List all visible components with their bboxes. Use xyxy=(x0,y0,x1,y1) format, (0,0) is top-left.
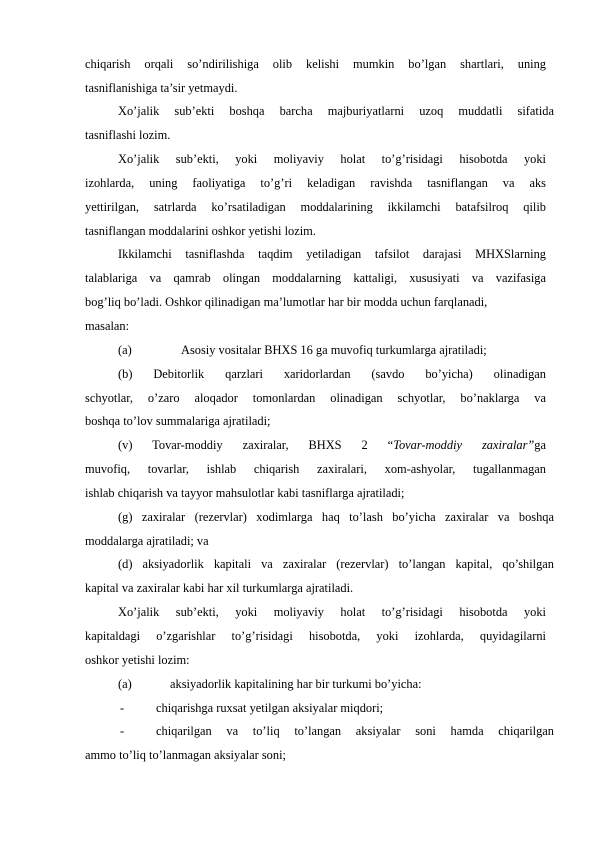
paragraph-line: Xo’jalik sub’ekti, yoki moliyaviy holat to’g’risidagi hisobotda yoki xyxy=(118,605,546,619)
paragraph-line: masalan: xyxy=(85,319,130,333)
paragraph-line: izohlarda, uning faoliyatiga to’g’ri keladigan ravishda tasniflangan va aks xyxy=(85,176,546,190)
paragraph-line: tasniflashi lozim. xyxy=(85,128,171,142)
dash-bullet: - xyxy=(120,701,125,715)
paragraph-line: Xo’jalik sub’ekti, yoki moliyaviy holat to’g’risidagi hisobotda yoki xyxy=(118,152,546,166)
paragraph-line: tasniflanishiga ta’sir yetmaydi. xyxy=(85,81,238,95)
paragraph-line: chiqarish orqali so’ndirilishiga olib kelishi mumkin bo’lgan shartlari, uning xyxy=(85,57,546,71)
list-label: (a) xyxy=(118,343,132,357)
list-item-text: Asosiy vositalar BHXS 16 ga muvofiq turkumlarga ajratiladi; xyxy=(181,343,487,357)
list-item-text: chiqarishga ruxsat yetilgan aksiyalar miqdori; xyxy=(156,701,384,715)
paragraph-line: kapital va zaxiralar kabi har xil turkumlarga ajratiladi. xyxy=(85,581,354,595)
paragraph-line: (b) Debitorlik qarzlari xaridorlardan (savdo bo’yicha) olinadigan xyxy=(118,367,546,381)
paragraph-line: ishlab chiqarish va tayyor mahsulotlar kabi tasniflarga ajratiladi; xyxy=(85,486,405,500)
paragraph-line: tasniflangan moddalarini oshkor yetishi lozim. xyxy=(85,224,316,238)
list-item-text: aksiyadorlik kapitalining har bir turkumi bo’yicha: xyxy=(170,677,422,691)
paragraph-line xyxy=(118,437,546,453)
paragraph-line: oshkor yetishi lozim: xyxy=(85,653,190,667)
paragraph-line: moddalarga ajratiladi; va xyxy=(85,534,209,548)
list-label: (a) xyxy=(118,677,132,691)
paragraph-line: Xo’jalik sub’ekti boshqa barcha majburiyatlarni uzoq muddatli sifatida xyxy=(118,104,554,118)
paragraph-line: ammo to’liq to’lanmagan aksiyalar soni; xyxy=(85,748,286,762)
paragraph-line: (g) zaxiralar (rezervlar) xodimlarga haq to’lash bo’yicha zaxiralar va boshqa xyxy=(118,510,554,524)
paragraph-line: boshqa to’lov summalariga ajratiladi; xyxy=(85,414,271,428)
paragraph-line: (d) aksiyadorlik kapitali va zaxiralar (rezervlar) to’langan kapital, qo’shilgan xyxy=(118,557,554,571)
italic-title: Tovar-moddiy zaxiralar” xyxy=(393,438,535,452)
paragraph-line: Ikkilamchi tasniflashda taqdim yetiladigan tafsilot darajasi MHXSlarning xyxy=(118,247,546,261)
paragraph-line: schyotlar, o’zaro aloqador tomonlardan olinadigan schyotlar, bo’naklarga va xyxy=(85,391,546,405)
paragraph-line: talablariga va qamrab olingan moddalarning kattaligi, xususiyati va vazifasiga xyxy=(85,271,546,285)
dash-bullet: - xyxy=(120,724,125,738)
list-item-text: ga xyxy=(534,438,546,452)
paragraph-line: kapitaldagi o’zgarishlar to’g’risidagi hisobotda, yoki izohlarda, quyidagilarni xyxy=(85,629,546,643)
paragraph-line: bog’liq bo’ladi. Oshkor qilinadigan ma’lumotlar har bir modda uchun farqlanadi, xyxy=(85,295,488,309)
list-item-text: (v) Tovar-moddiy zaxiralar, BHXS 2 “ xyxy=(118,438,394,452)
paragraph-line: chiqarilgan va to’liq to’langan aksiyalar soni hamda chiqarilgan xyxy=(156,724,554,738)
paragraph-line: yettirilgan, satrlarda ko’rsatiladigan moddalarining ikkilamchi batafsilroq qilib xyxy=(85,200,546,214)
paragraph-line: muvofiq, tovarlar, ishlab chiqarish zaxiralari, xom-ashyolar, tugallanmagan xyxy=(85,462,546,476)
